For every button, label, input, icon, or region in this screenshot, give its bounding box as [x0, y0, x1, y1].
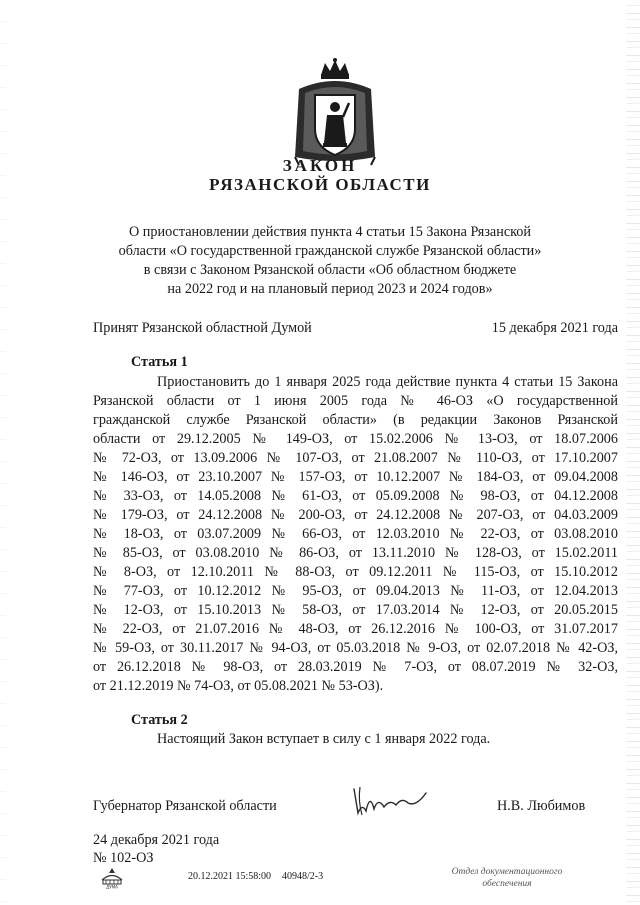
- article-line: № 22-ОЗ, от 21.07.2016 № 48-ОЗ, от 26.12.2016 № 100-ОЗ, от 31.07.2017: [93, 621, 618, 637]
- article-line: гражданской службе Рязанской области» (в редакции Законов Рязанской: [93, 412, 618, 428]
- article-line: № 72-ОЗ, от 13.09.2006 № 107-ОЗ, от 21.08.2007 № 110-ОЗ, от 17.10.2007: [93, 450, 618, 466]
- law-number: № 102-ОЗ: [93, 850, 154, 866]
- duma-logo-icon: [99, 867, 125, 889]
- document-region: РЯЗАНСКОЙ ОБЛАСТИ: [209, 175, 431, 194]
- article-1-body: [93, 373, 618, 696]
- article-line: области от 29.12.2005 № 149-ОЗ, от 15.02.2006 № 13-ОЗ, от 18.07.2006: [93, 431, 618, 447]
- article-line: № 8-ОЗ, от 12.10.2011 № 88-ОЗ, от 09.12.2011 № 115-ОЗ, от 15.10.2012: [93, 564, 618, 580]
- department-line: Отдел документационного: [451, 867, 563, 877]
- governor-title: Губернатор Рязанской области: [93, 798, 277, 814]
- coat-of-arms-icon: [291, 57, 379, 169]
- article-line: № 179-ОЗ, от 24.12.2008 № 200-ОЗ, от 24.12.2008 № 207-ОЗ, от 04.03.2009: [93, 507, 618, 523]
- article-line: Рязанской области от 1 июня 2005 года № 46-ОЗ «О государственной: [93, 393, 618, 409]
- adoption-line: [93, 320, 618, 337]
- article-1-heading: Статья 1: [131, 354, 188, 370]
- subject-line: О приостановлении действия пункта 4 статьи 15 Закона Рязанской: [129, 224, 531, 240]
- subject-line: области «О государственной гражданской службе Рязанской области»: [118, 243, 542, 259]
- department-stamp: [442, 866, 572, 890]
- registration-timestamp: 20.12.2021 15:58:00: [188, 871, 272, 882]
- department-line: обеспечения: [482, 879, 532, 889]
- article-line: № 77-ОЗ, от 10.12.2012 № 95-ОЗ, от 09.04.2013 № 11-ОЗ, от 12.04.2013: [93, 583, 618, 599]
- article-2-heading: Статья 2: [131, 712, 188, 728]
- law-subject: [100, 223, 560, 299]
- article-line: № 146-ОЗ, от 23.10.2007 № 157-ОЗ, от 10.12.2007 № 184-ОЗ, от 09.04.2008: [93, 469, 618, 485]
- subject-line: в связи с Законом Рязанской области «Об областном бюджете: [143, 262, 517, 278]
- article-line: Приостановить до 1 января 2025 года действие пункта 4 статьи 15 Закона: [157, 374, 618, 390]
- document-title: ЗАКОН: [282, 156, 358, 175]
- adoption-date: 15 декабря 2021 года: [491, 320, 618, 336]
- handwritten-signature: [350, 783, 430, 819]
- registration-code: 40948/2-3: [282, 871, 324, 882]
- article-line: от 26.12.2018 № 98-ОЗ, от 28.03.2019 № 7-ОЗ, от 08.07.2019 № 32-ОЗ,: [93, 659, 618, 675]
- scan-edge-right: [626, 0, 640, 905]
- article-line: № 59-ОЗ, от 30.11.2017 № 94-ОЗ, от 05.03.2018 № 9-ОЗ, от 02.07.2018 № 42-ОЗ,: [93, 640, 618, 656]
- article-line: № 85-ОЗ, от 03.08.2010 № 86-ОЗ, от 13.11.2010 № 128-ОЗ, от 15.02.2011: [93, 545, 618, 561]
- article-line: № 33-ОЗ, от 14.05.2008 № 61-ОЗ, от 05.09.2008 № 98-ОЗ, от 04.12.2008: [93, 488, 618, 504]
- adopted-by: Принят Рязанской областной Думой: [93, 320, 312, 336]
- scan-edge-left: [0, 0, 6, 905]
- article-line: № 18-ОЗ, от 03.07.2009 № 66-ОЗ, от 12.03.2010 № 22-ОЗ, от 03.08.2010: [93, 526, 618, 542]
- governor-name: Н.В. Любимов: [497, 798, 586, 814]
- duma-logo-text: ДУМА: [106, 884, 118, 889]
- article-line: № 12-ОЗ, от 15.10.2013 № 58-ОЗ, от 17.03.2014 № 12-ОЗ, от 20.05.2015: [93, 602, 618, 618]
- subject-line: на 2022 год и на плановый период 2023 и 2024 годов»: [167, 281, 493, 297]
- article-line: от 21.12.2019 № 74-ОЗ, от 05.08.2021 № 53-ОЗ).: [93, 678, 384, 694]
- article-2-text: Настоящий Закон вступает в силу с 1 января 2022 года.: [157, 731, 491, 747]
- signing-date: 24 декабря 2021 года: [93, 832, 220, 848]
